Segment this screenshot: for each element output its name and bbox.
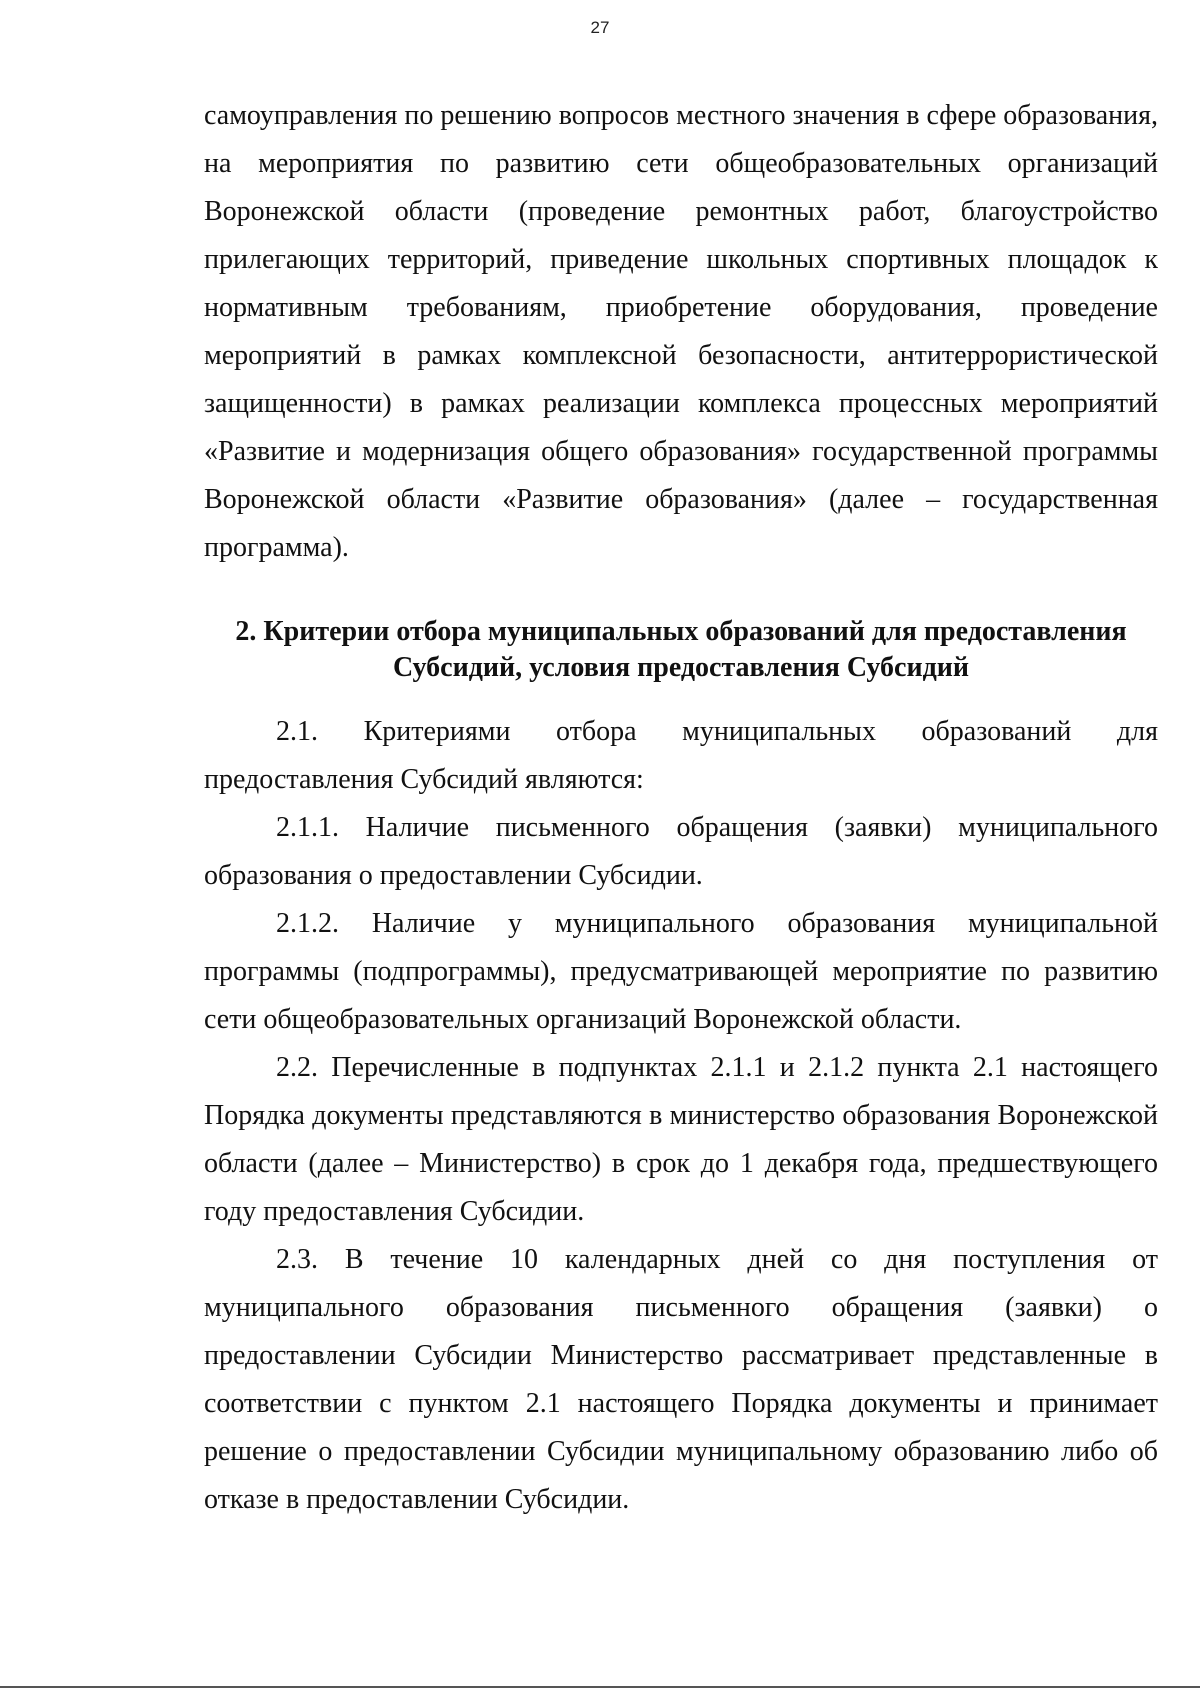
paragraph-2-1: 2.1. Критериями отбора муниципальных образований для предоставления Субсидий являются: (204, 716, 1158, 795)
intro-paragraph: самоуправления по решению вопросов местного значения в сфере образования, на мероприятия по развитию сети общеобразовательных организаций Воронежской области (проведение ремонтных работ, благоустройство прилегающих территорий, приведение школьных спортивных площадок к нормативным требованиям, приобретение оборудования, проведение мероприятий в рамках комплексной безопасности, антитеррористической защищенности) в рамках реализации комплекса процессных мероприятий «Развитие и модернизация общего образования» государственной программы Воронежской области «Развитие образования» (далее – государственная программа). (204, 100, 1158, 563)
paragraph-2-3: 2.3. В течение 10 календарных дней со дня поступления от муниципального образования письменного обращения (заявки) о предоставлении Субсидии Министерство рассматривает представленные в соответствии с пунктом 2.1 настоящего Порядка документы и принимает решение о предоставлении Субсидии муниципальному образованию либо об отказе в предоставлении Субсидии. (204, 1244, 1158, 1515)
paragraph-2-1-2: 2.1.2. Наличие у муниципального образования муниципальной программы (подпрограммы), предусматривающей мероприятие по развитию сети общеобразовательных организаций Воронежской области. (204, 908, 1158, 1035)
section-heading-line-1: 2. Критерии отбора муниципальных образований для предоставления (235, 616, 1127, 647)
section-heading-line-2: Субсидий, условия предоставления Субсидий (392, 652, 970, 683)
page-number: 27 (590, 18, 610, 37)
section-heading (204, 614, 1158, 686)
paragraph-2-2: 2.2. Перечисленные в подпунктах 2.1.1 и 2.1.2 пункта 2.1 настоящего Порядка документы представляются в министерство образования Воронежской области (далее – Министерство) в срок до 1 декабря года, предшествующего году предоставления Субсидии. (204, 1052, 1158, 1227)
document-body (204, 92, 1158, 1524)
page-bottom-edge (0, 1686, 1200, 1688)
paragraph-2-1-1: 2.1.1. Наличие письменного обращения (заявки) муниципального образования о предоставлении Субсидии. (204, 812, 1158, 891)
